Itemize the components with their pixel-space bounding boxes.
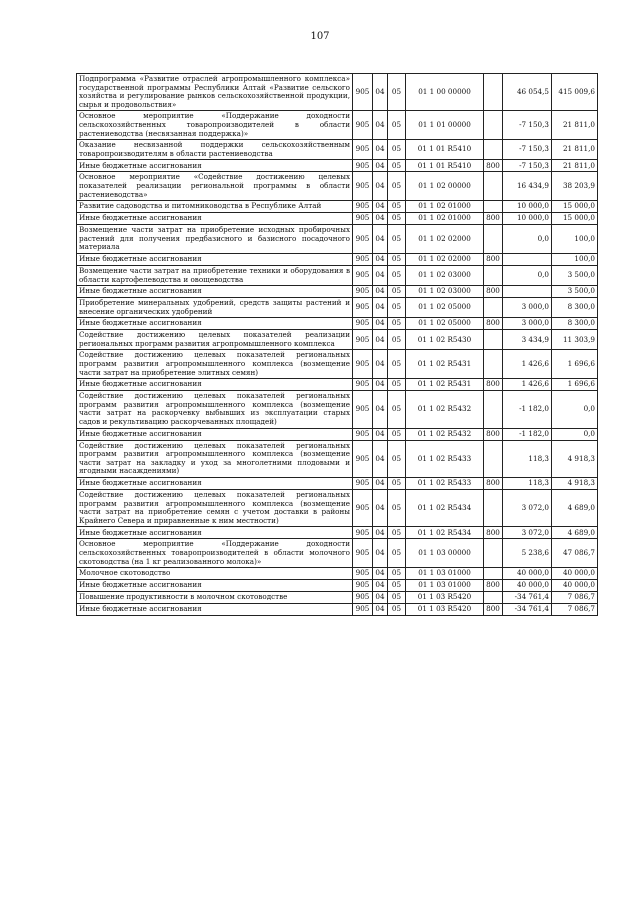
amount-total-cell: 11 303,9 — [552, 330, 598, 350]
table-row — [77, 74, 598, 111]
amount-total-cell: 3 500,0 — [552, 265, 598, 285]
row-name: Повышение продуктивности в молочном скотоводстве — [77, 592, 353, 604]
expense-type-cell: 800 — [484, 213, 503, 225]
target-article-cell: 01 1 02 R5432 — [406, 391, 484, 428]
section-cell: 04 — [373, 140, 388, 160]
row-name: Содействие достижению целевых показателей региональных программ развития агропромышленного комплекса (возмещение части затрат на раскорчевку выбывших из эксплуатации старых садов и рекультивацию раскорчеванных площадей) — [77, 391, 353, 428]
budget-table-body — [77, 74, 598, 616]
amount-total-cell: 21 811,0 — [552, 160, 598, 172]
amount-change-cell: 3 072,0 — [503, 527, 552, 539]
amount-change-cell: -7 150,3 — [503, 111, 552, 140]
table-row — [77, 391, 598, 428]
section-cell: 04 — [373, 111, 388, 140]
grp-cell: 905 — [353, 172, 373, 201]
amount-change-cell: 3 000,0 — [503, 298, 552, 318]
target-article-cell: 01 1 03 01000 — [406, 568, 484, 580]
expense-type-cell — [484, 140, 503, 160]
grp-cell: 905 — [353, 330, 373, 350]
section-cell: 04 — [373, 318, 388, 330]
subsection-cell: 05 — [388, 298, 406, 318]
row-name: Иные бюджетные ассигнования — [77, 160, 353, 172]
amount-total-cell: 21 811,0 — [552, 140, 598, 160]
table-row — [77, 580, 598, 592]
grp-cell: 905 — [353, 604, 373, 616]
expense-type-cell: 800 — [484, 527, 503, 539]
table-row — [77, 604, 598, 616]
amount-change-cell: 16 434,9 — [503, 172, 552, 201]
section-cell: 04 — [373, 253, 388, 265]
grp-cell: 905 — [353, 440, 373, 477]
grp-cell: 905 — [353, 265, 373, 285]
subsection-cell: 05 — [388, 318, 406, 330]
grp-cell: 905 — [353, 225, 373, 254]
section-cell: 04 — [373, 74, 388, 111]
target-article-cell: 01 1 02 02000 — [406, 225, 484, 254]
subsection-cell: 05 — [388, 527, 406, 539]
grp-cell: 905 — [353, 539, 373, 568]
expense-type-cell: 800 — [484, 428, 503, 440]
amount-total-cell: 0,0 — [552, 391, 598, 428]
amount-total-cell: 1 696,6 — [552, 350, 598, 379]
target-article-cell: 01 1 02 R5430 — [406, 330, 484, 350]
subsection-cell: 05 — [388, 379, 406, 391]
subsection-cell: 05 — [388, 568, 406, 580]
section-cell: 04 — [373, 478, 388, 490]
target-article-cell: 01 1 01 R5410 — [406, 140, 484, 160]
row-name: Иные бюджетные ассигнования — [77, 286, 353, 298]
amount-total-cell: 15 000,0 — [552, 213, 598, 225]
amount-change-cell: 1 426,6 — [503, 350, 552, 379]
target-article-cell: 01 1 02 05000 — [406, 298, 484, 318]
subsection-cell: 05 — [388, 160, 406, 172]
grp-cell: 905 — [353, 350, 373, 379]
table-row — [77, 265, 598, 285]
subsection-cell: 05 — [388, 213, 406, 225]
grp-cell: 905 — [353, 379, 373, 391]
amount-change-cell: 0,0 — [503, 225, 552, 254]
amount-total-cell: 415 009,6 — [552, 74, 598, 111]
amount-change-cell: -7 150,3 — [503, 160, 552, 172]
grp-cell: 905 — [353, 74, 373, 111]
amount-total-cell: 4 918,3 — [552, 478, 598, 490]
expense-type-cell — [484, 225, 503, 254]
section-cell: 04 — [373, 568, 388, 580]
expense-type-cell: 800 — [484, 318, 503, 330]
amount-total-cell: 38 203,9 — [552, 172, 598, 201]
section-cell: 04 — [373, 265, 388, 285]
section-cell: 04 — [373, 592, 388, 604]
expense-type-cell: 800 — [484, 379, 503, 391]
row-name: Иные бюджетные ассигнования — [77, 604, 353, 616]
target-article-cell: 01 1 02 R5431 — [406, 350, 484, 379]
grp-cell: 905 — [353, 568, 373, 580]
amount-total-cell: 8 300,0 — [552, 318, 598, 330]
amount-total-cell: 0,0 — [552, 428, 598, 440]
subsection-cell: 05 — [388, 440, 406, 477]
amount-total-cell: 7 086,7 — [552, 592, 598, 604]
target-article-cell: 01 1 02 05000 — [406, 318, 484, 330]
page-number: 107 — [310, 31, 330, 42]
expense-type-cell — [484, 298, 503, 318]
amount-total-cell: 4 689,0 — [552, 527, 598, 539]
section-cell: 04 — [373, 539, 388, 568]
grp-cell: 905 — [353, 213, 373, 225]
section-cell: 04 — [373, 298, 388, 318]
section-cell: 04 — [373, 440, 388, 477]
subsection-cell: 05 — [388, 265, 406, 285]
table-row — [77, 592, 598, 604]
table-row — [77, 298, 598, 318]
table-row — [77, 318, 598, 330]
amount-total-cell: 7 086,7 — [552, 604, 598, 616]
expense-type-cell — [484, 111, 503, 140]
subsection-cell: 05 — [388, 111, 406, 140]
subsection-cell: 05 — [388, 391, 406, 428]
expense-type-cell: 800 — [484, 580, 503, 592]
expense-type-cell — [484, 350, 503, 379]
target-article-cell: 01 1 01 00000 — [406, 111, 484, 140]
target-article-cell: 01 1 02 01000 — [406, 213, 484, 225]
section-cell: 04 — [373, 225, 388, 254]
amount-change-cell — [503, 253, 552, 265]
expense-type-cell: 800 — [484, 286, 503, 298]
subsection-cell: 05 — [388, 172, 406, 201]
expense-type-cell — [484, 201, 503, 213]
target-article-cell: 01 1 02 R5433 — [406, 440, 484, 477]
amount-change-cell: 0,0 — [503, 265, 552, 285]
row-name: Основное мероприятие «Поддержание доходности сельскохозяйственных товаропроизводителей в области молочного скотоводства (на 1 кг реализованного молока)» — [77, 539, 353, 568]
row-name: Подпрограмма «Развитие отраслей агропромышленного комплекса» государственной программы Республики Алтай «Развитие сельского хозяйства и регулирование рынков сельскохозяйственной продукции, сырья и продовольствия» — [77, 74, 353, 111]
row-name: Возмещение части затрат на приобретение исходных пробирочных растений для получения предбазисного и базисного посадочного материала — [77, 225, 353, 254]
table-row — [77, 330, 598, 350]
grp-cell: 905 — [353, 478, 373, 490]
amount-total-cell: 40 000,0 — [552, 568, 598, 580]
row-name: Оказание несвязанной поддержки сельскохозяйственным товаропроизводителям в области растениеводства — [77, 140, 353, 160]
amount-change-cell: -1 182,0 — [503, 391, 552, 428]
amount-change-cell: 3 072,0 — [503, 490, 552, 527]
expense-type-cell — [484, 74, 503, 111]
row-name: Возмещение части затрат на приобретение техники и оборудования в области картофелеводства и овощеводства — [77, 265, 353, 285]
amount-change-cell: 1 426,6 — [503, 379, 552, 391]
row-name: Иные бюджетные ассигнования — [77, 318, 353, 330]
row-name: Содействие достижению целевых показателей региональных программ развития агропромышленного комплекса (возмещение части затрат на закладку и уход за многолетними плодовыми и ягодными насаждениями) — [77, 440, 353, 477]
amount-total-cell: 3 500,0 — [552, 286, 598, 298]
row-name: Молочное скотоводство — [77, 568, 353, 580]
table-row — [77, 428, 598, 440]
amount-change-cell: -1 182,0 — [503, 428, 552, 440]
expense-type-cell — [484, 265, 503, 285]
table-row — [77, 111, 598, 140]
amount-change-cell: 46 054,5 — [503, 74, 552, 111]
row-name: Содействие достижению целевых показателей региональных программ развития агропромышленного комплекса (возмещение части затрат на приобретение семян с учетом доставки в районы Крайнего Севера и приравненные к ним местности) — [77, 490, 353, 527]
subsection-cell: 05 — [388, 428, 406, 440]
target-article-cell: 01 1 02 01000 — [406, 201, 484, 213]
expense-type-cell: 800 — [484, 160, 503, 172]
section-cell: 04 — [373, 330, 388, 350]
target-article-cell: 01 1 02 R5433 — [406, 478, 484, 490]
table-row — [77, 201, 598, 213]
subsection-cell: 05 — [388, 350, 406, 379]
table-row — [77, 527, 598, 539]
subsection-cell: 05 — [388, 490, 406, 527]
grp-cell: 905 — [353, 201, 373, 213]
amount-total-cell: 8 300,0 — [552, 298, 598, 318]
section-cell: 04 — [373, 213, 388, 225]
row-name: Развитие садоводства и питомниководства в Республике Алтай — [77, 201, 353, 213]
section-cell: 04 — [373, 201, 388, 213]
amount-change-cell: 3 434,9 — [503, 330, 552, 350]
subsection-cell: 05 — [388, 74, 406, 111]
target-article-cell: 01 1 02 02000 — [406, 253, 484, 265]
amount-change-cell — [503, 286, 552, 298]
amount-change-cell: -7 150,3 — [503, 140, 552, 160]
target-article-cell: 01 1 02 R5432 — [406, 428, 484, 440]
target-article-cell: 01 1 02 03000 — [406, 286, 484, 298]
section-cell: 04 — [373, 604, 388, 616]
expense-type-cell — [484, 592, 503, 604]
table-row — [77, 160, 598, 172]
amount-change-cell: -34 761,4 — [503, 592, 552, 604]
grp-cell: 905 — [353, 253, 373, 265]
subsection-cell: 05 — [388, 225, 406, 254]
amount-change-cell: 118,3 — [503, 440, 552, 477]
expense-type-cell — [484, 568, 503, 580]
table-row — [77, 225, 598, 254]
section-cell: 04 — [373, 172, 388, 201]
amount-total-cell: 100,0 — [552, 253, 598, 265]
row-name: Иные бюджетные ассигнования — [77, 253, 353, 265]
subsection-cell: 05 — [388, 604, 406, 616]
amount-change-cell: 118,3 — [503, 478, 552, 490]
amount-total-cell: 1 696,6 — [552, 379, 598, 391]
amount-total-cell: 15 000,0 — [552, 201, 598, 213]
table-row — [77, 172, 598, 201]
section-cell: 04 — [373, 428, 388, 440]
target-article-cell: 01 1 03 00000 — [406, 539, 484, 568]
grp-cell: 905 — [353, 527, 373, 539]
expense-type-cell — [484, 391, 503, 428]
row-name: Иные бюджетные ассигнования — [77, 478, 353, 490]
section-cell: 04 — [373, 160, 388, 172]
subsection-cell: 05 — [388, 286, 406, 298]
table-row — [77, 440, 598, 477]
budget-table — [76, 73, 598, 616]
subsection-cell: 05 — [388, 201, 406, 213]
subsection-cell: 05 — [388, 330, 406, 350]
expense-type-cell — [484, 440, 503, 477]
expense-type-cell — [484, 490, 503, 527]
amount-change-cell: 40 000,0 — [503, 580, 552, 592]
subsection-cell: 05 — [388, 592, 406, 604]
row-name: Иные бюджетные ассигнования — [77, 379, 353, 391]
grp-cell: 905 — [353, 391, 373, 428]
section-cell: 04 — [373, 527, 388, 539]
table-row — [77, 379, 598, 391]
table-row — [77, 140, 598, 160]
target-article-cell: 01 1 03 R5420 — [406, 592, 484, 604]
amount-total-cell: 40 000,0 — [552, 580, 598, 592]
row-name: Иные бюджетные ассигнования — [77, 527, 353, 539]
subsection-cell: 05 — [388, 478, 406, 490]
expense-type-cell: 800 — [484, 253, 503, 265]
target-article-cell: 01 1 02 R5434 — [406, 527, 484, 539]
row-name: Иные бюджетные ассигнования — [77, 428, 353, 440]
target-article-cell: 01 1 02 R5431 — [406, 379, 484, 391]
row-name: Основное мероприятие «Содействие достижению целевых показателей реализации региональной программы в области растениеводства» — [77, 172, 353, 201]
grp-cell: 905 — [353, 580, 373, 592]
amount-total-cell: 21 811,0 — [552, 111, 598, 140]
section-cell: 04 — [373, 350, 388, 379]
table-row — [77, 539, 598, 568]
row-name: Основное мероприятие «Поддержание доходности сельскохозяйственных товаропроизводителей в области растениеводства (несвязанная поддержка)» — [77, 111, 353, 140]
amount-change-cell: 10 000,0 — [503, 201, 552, 213]
table-row — [77, 253, 598, 265]
grp-cell: 905 — [353, 428, 373, 440]
expense-type-cell — [484, 330, 503, 350]
target-article-cell: 01 1 02 R5434 — [406, 490, 484, 527]
expense-type-cell: 800 — [484, 604, 503, 616]
amount-total-cell: 47 086,7 — [552, 539, 598, 568]
expense-type-cell: 800 — [484, 478, 503, 490]
table-row — [77, 478, 598, 490]
row-name: Иные бюджетные ассигнования — [77, 213, 353, 225]
amount-total-cell: 4 918,3 — [552, 440, 598, 477]
target-article-cell: 01 1 03 R5420 — [406, 604, 484, 616]
subsection-cell: 05 — [388, 253, 406, 265]
grp-cell: 905 — [353, 298, 373, 318]
expense-type-cell — [484, 539, 503, 568]
subsection-cell: 05 — [388, 539, 406, 568]
grp-cell: 905 — [353, 111, 373, 140]
table-row — [77, 568, 598, 580]
grp-cell: 905 — [353, 286, 373, 298]
grp-cell: 905 — [353, 592, 373, 604]
expense-type-cell — [484, 172, 503, 201]
row-name: Содействие достижению целевых показателей региональных программ развития агропромышленного комплекса (возмещение части затрат на приобретение элитных семян) — [77, 350, 353, 379]
amount-total-cell: 4 689,0 — [552, 490, 598, 527]
section-cell: 04 — [373, 580, 388, 592]
grp-cell: 905 — [353, 160, 373, 172]
target-article-cell: 01 1 00 00000 — [406, 74, 484, 111]
amount-change-cell: 40 000,0 — [503, 568, 552, 580]
target-article-cell: 01 1 01 R5410 — [406, 160, 484, 172]
section-cell: 04 — [373, 391, 388, 428]
table-row — [77, 350, 598, 379]
subsection-cell: 05 — [388, 140, 406, 160]
amount-change-cell: -34 761,4 — [503, 604, 552, 616]
amount-change-cell: 5 238,6 — [503, 539, 552, 568]
section-cell: 04 — [373, 490, 388, 527]
amount-change-cell: 10 000,0 — [503, 213, 552, 225]
row-name: Приобретение минеральных удобрений, средств защиты растений и внесение органических удобрений — [77, 298, 353, 318]
grp-cell: 905 — [353, 490, 373, 527]
row-name: Иные бюджетные ассигнования — [77, 580, 353, 592]
subsection-cell: 05 — [388, 580, 406, 592]
row-name: Содействие достижению целевых показателей реализации региональных программ развития агропромышленного комплекса — [77, 330, 353, 350]
target-article-cell: 01 1 03 01000 — [406, 580, 484, 592]
grp-cell: 905 — [353, 318, 373, 330]
table-row — [77, 213, 598, 225]
amount-total-cell: 100,0 — [552, 225, 598, 254]
section-cell: 04 — [373, 379, 388, 391]
target-article-cell: 01 1 02 03000 — [406, 265, 484, 285]
amount-change-cell: 3 000,0 — [503, 318, 552, 330]
section-cell: 04 — [373, 286, 388, 298]
table-row — [77, 490, 598, 527]
grp-cell: 905 — [353, 140, 373, 160]
target-article-cell: 01 1 02 00000 — [406, 172, 484, 201]
table-row — [77, 286, 598, 298]
